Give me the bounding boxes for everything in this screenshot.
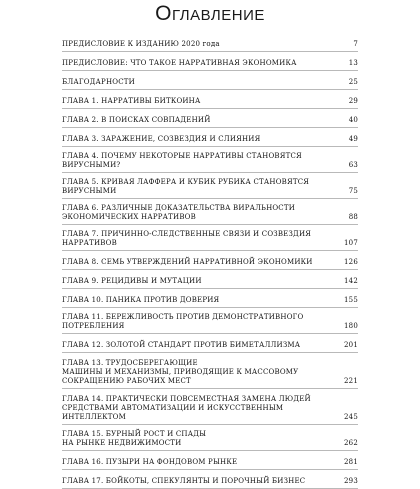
toc-entry-page: 88 xyxy=(348,213,358,221)
toc-entry-page: 25 xyxy=(348,78,358,86)
toc-entry[interactable] xyxy=(62,147,358,173)
toc-entry-label: ГЛАВА 16. ПУЗЫРИ НА ФОНДОВОМ РЫНКЕ xyxy=(62,458,238,466)
toc-entry[interactable] xyxy=(62,128,358,147)
toc-entry-label: ПРЕДИСЛОВИЕ: ЧТО ТАКОЕ НАРРАТИВНАЯ ЭКОНОМИКА xyxy=(62,59,297,67)
toc-entry-page: 107 xyxy=(344,239,358,247)
toc-entry-label: ПРЕДИСЛОВИЕ К ИЗДАНИЮ 2020 года xyxy=(62,40,220,48)
toc-entry[interactable] xyxy=(62,425,358,451)
toc-entry-label: ГЛАВА 1. НАРРАТИВЫ БИТКОИНА xyxy=(62,97,201,105)
toc-entry-page: 245 xyxy=(344,413,358,421)
toc-entry-label: ГЛАВА 14. ПРАКТИЧЕСКИ ПОВСЕМЕСТНАЯ ЗАМЕНА ЛЮДЕЙ СРЕДСТВАМИ АВТОМАТИЗАЦИИ И ИСКУССТВЕННЫМ ИНТЕЛЛЕКТОМ xyxy=(62,395,311,421)
page-title: Оглавление xyxy=(155,2,265,25)
toc-entry-label: ГЛАВА 3. ЗАРАЖЕНИЕ, СОЗВЕЗДИЯ И СЛИЯНИЯ xyxy=(62,135,261,143)
toc-entry-page: 221 xyxy=(344,377,358,385)
toc-entry[interactable] xyxy=(62,251,358,270)
toc-entry-label: ГЛАВА 17. БОЙКОТЫ, СПЕКУЛЯНТЫ И ПОРОЧНЫЙ БИЗНЕС xyxy=(62,477,306,485)
toc-entry-page: 49 xyxy=(348,135,358,143)
toc-entry-label: ГЛАВА 8. СЕМЬ УТВЕРЖДЕНИЙ НАРРАТИВНОЙ ЭКОНОМИКИ xyxy=(62,258,313,266)
toc-entry[interactable] xyxy=(62,470,358,489)
toc-entry-page: 262 xyxy=(344,439,358,447)
toc-entry-label: ГЛАВА 2. В ПОИСКАХ СОВПАДЕНИЙ xyxy=(62,116,211,124)
toc-entry-label: БЛАГОДАРНОСТИ xyxy=(62,78,135,86)
toc-entry[interactable] xyxy=(62,225,358,251)
toc-entry[interactable] xyxy=(62,173,358,199)
toc-entry-label: ГЛАВА 6. РАЗЛИЧНЫЕ ДОКАЗАТЕЛЬСТВА ВИРАЛЬНОСТИ ЭКОНОМИЧЕСКИХ НАРРАТИВОВ xyxy=(62,204,296,221)
toc-entry[interactable] xyxy=(62,33,358,52)
toc-entry-label: ГЛАВА 4. ПОЧЕМУ НЕКОТОРЫЕ НАРРАТИВЫ СТАНОВЯТСЯ ВИРУСНЫМИ? xyxy=(62,152,302,169)
toc-entry-page: 29 xyxy=(348,97,358,105)
toc-entry[interactable] xyxy=(62,334,358,353)
toc-entry[interactable] xyxy=(62,71,358,90)
toc-entry-label: ГЛАВА 12. ЗОЛОТОЙ СТАНДАРТ ПРОТИВ БИМЕТАЛЛИЗМА xyxy=(62,341,301,349)
toc-entry-page: 40 xyxy=(348,116,358,124)
toc-entry-page: 7 xyxy=(353,40,358,48)
toc-entry-label: ГЛАВА 13. ТРУДОСБЕРЕГАЮЩИЕ МАШИНЫ И МЕХАНИЗМЫ, ПРИВОДЯЩИЕ К МАССОВОМУ СОКРАЩЕНИЮ РАБОЧИХ МЕСТ xyxy=(62,359,299,385)
toc-entry-label: ГЛАВА 7. ПРИЧИННО-СЛЕДСТВЕННЫЕ СВЯЗИ И СОЗВЕЗДИЯ НАРРАТИВОВ xyxy=(62,230,312,247)
toc-entry-label: ГЛАВА 11. БЕРЕЖЛИВОСТЬ ПРОТИВ ДЕМОНСТРАТИВНОГО ПОТРЕБЛЕНИЯ xyxy=(62,313,304,330)
toc-entry[interactable] xyxy=(62,308,358,334)
toc-entry-page: 281 xyxy=(344,458,358,466)
toc-entry[interactable] xyxy=(62,289,358,308)
toc-entry[interactable] xyxy=(62,109,358,128)
toc-entry-page: 126 xyxy=(344,258,358,266)
toc-entry[interactable] xyxy=(62,90,358,109)
table-of-contents xyxy=(62,33,358,489)
toc-entry-label: ГЛАВА 10. ПАНИКА ПРОТИВ ДОВЕРИЯ xyxy=(62,296,220,304)
toc-entry[interactable] xyxy=(62,199,358,225)
toc-entry-label: ГЛАВА 9. РЕЦИДИВЫ И МУТАЦИИ xyxy=(62,277,202,285)
toc-entry[interactable] xyxy=(62,451,358,470)
toc-entry-label: ГЛАВА 15. БУРНЫЙ РОСТ И СПАДЫ НА РЫНКЕ НЕДВИЖИМОСТИ xyxy=(62,430,207,447)
toc-entry-page: 201 xyxy=(344,341,358,349)
toc-entry[interactable] xyxy=(62,270,358,289)
toc-entry-page: 13 xyxy=(348,59,358,67)
toc-entry-page: 180 xyxy=(344,322,358,330)
toc-entry-page: 75 xyxy=(348,187,358,195)
toc-entry-page: 293 xyxy=(344,477,358,485)
toc-entry-page: 142 xyxy=(344,277,358,285)
toc-entry-page: 155 xyxy=(344,296,358,304)
toc-entry-page: 63 xyxy=(348,161,358,169)
toc-entry[interactable] xyxy=(62,353,358,389)
toc-entry-label: ГЛАВА 5. КРИВАЯ ЛАФФЕРА И КУБИК РУБИКА СТАНОВЯТСЯ ВИРУСНЫМИ xyxy=(62,178,310,195)
toc-entry[interactable] xyxy=(62,52,358,71)
